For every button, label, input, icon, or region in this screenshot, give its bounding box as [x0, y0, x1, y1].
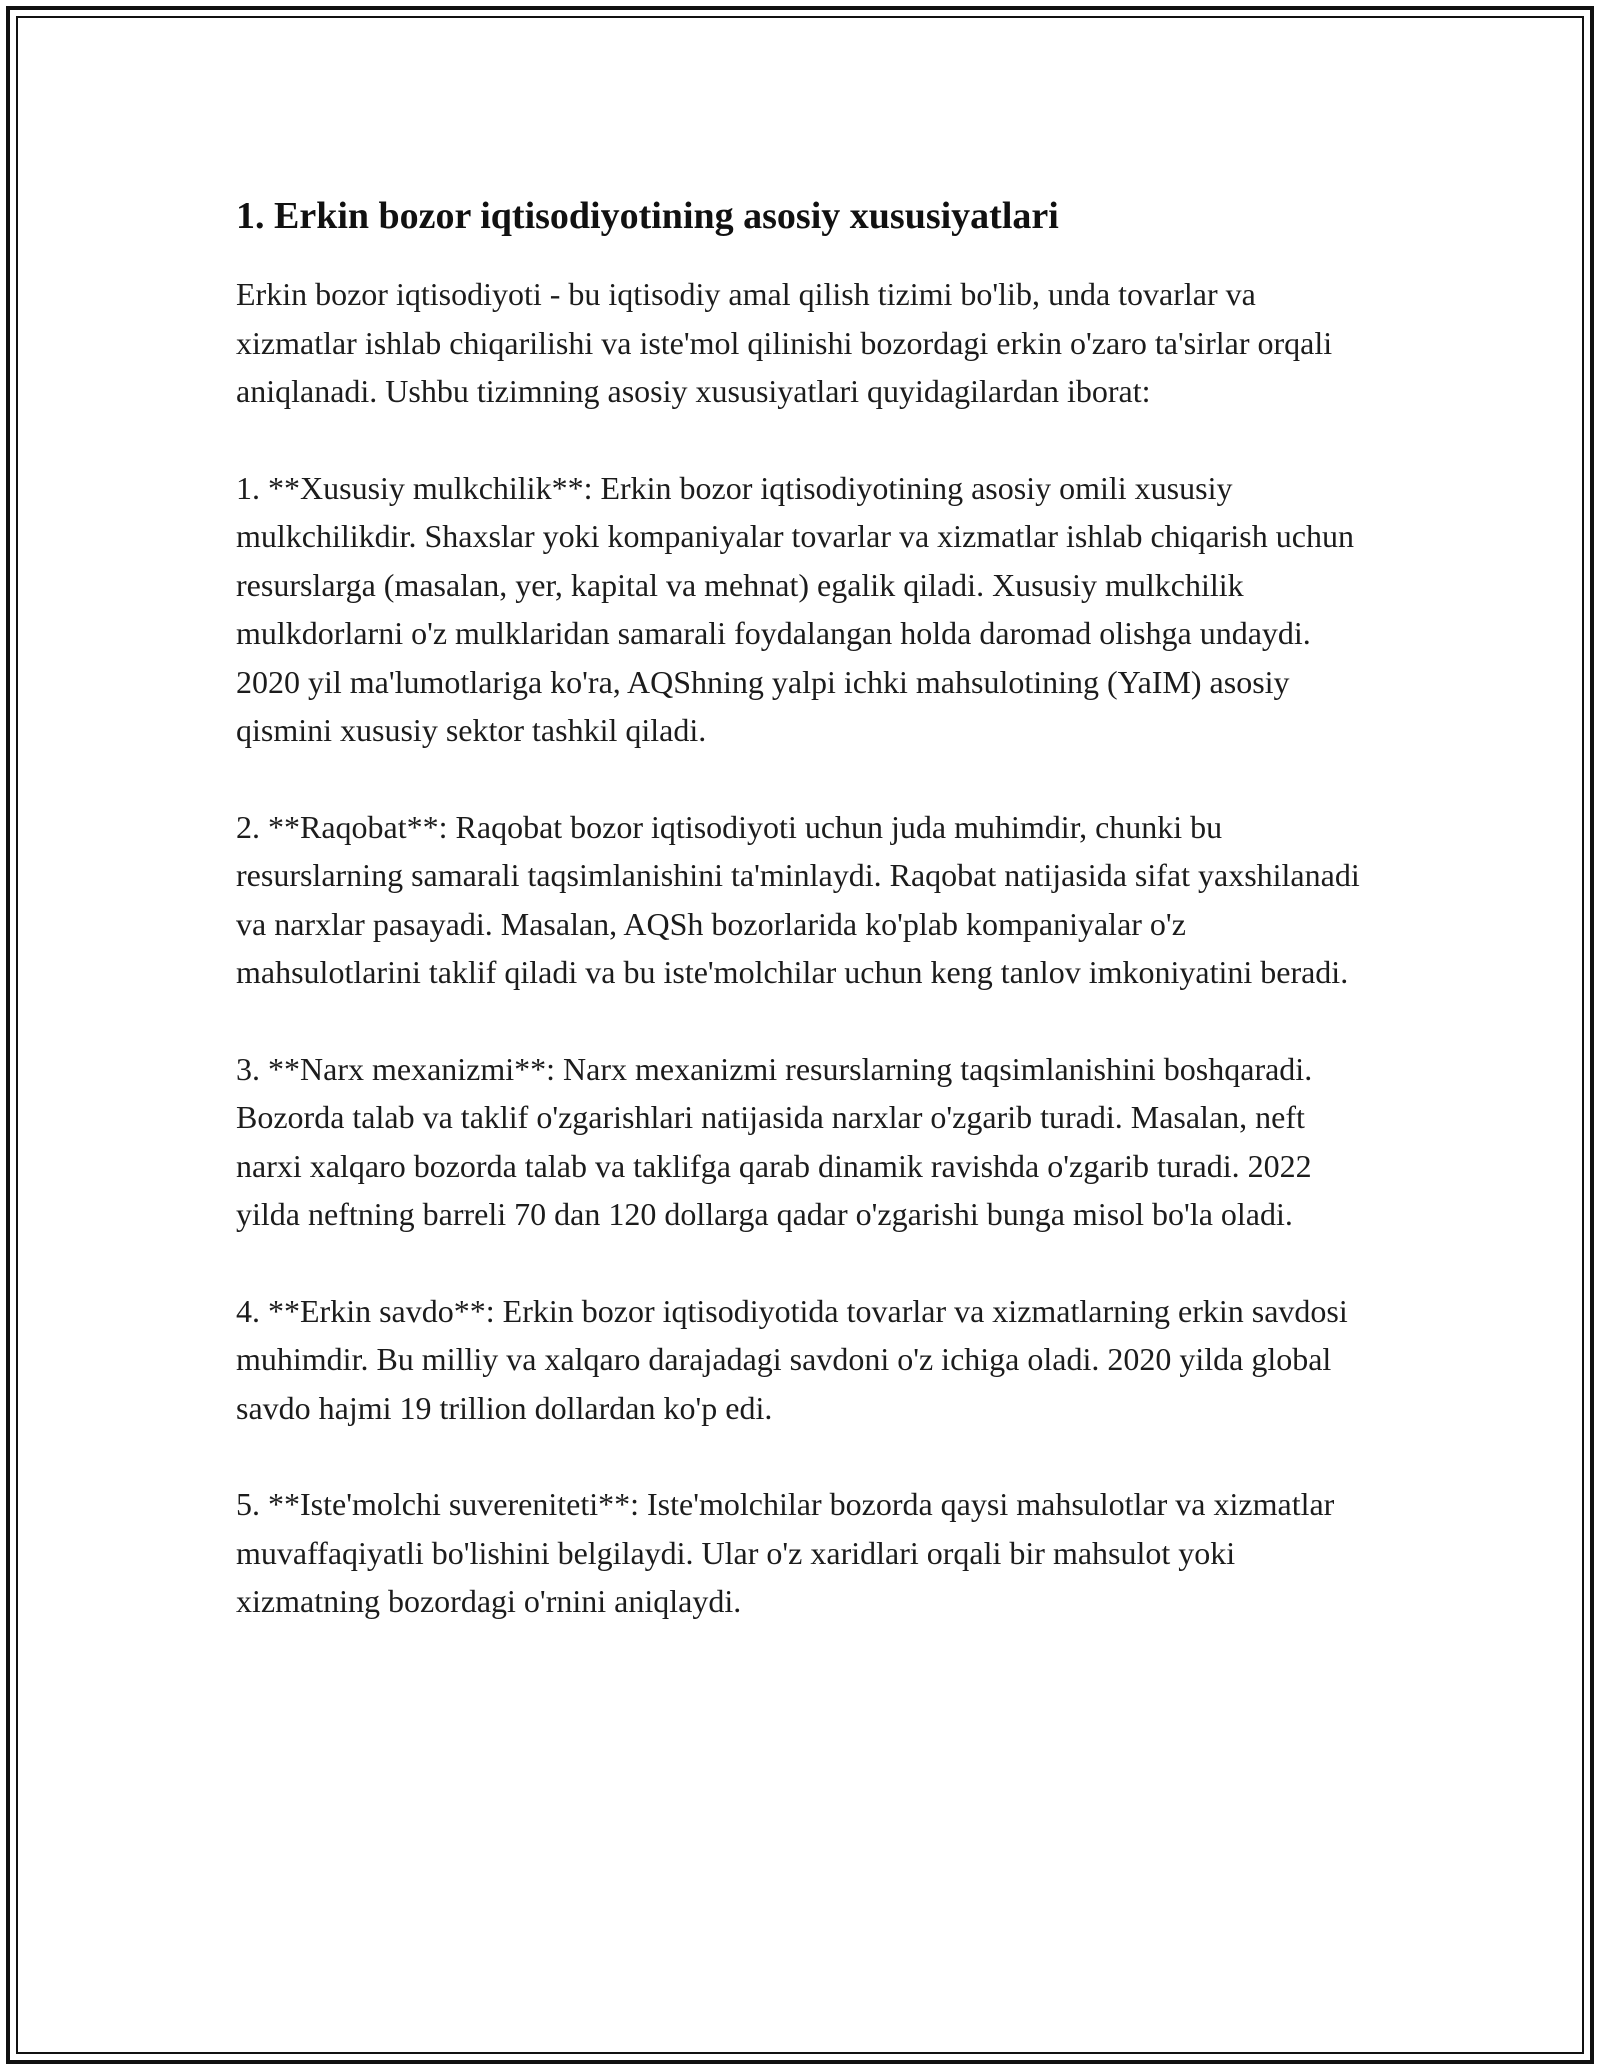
document-body: [236, 188, 1376, 1674]
paragraph-private-property: 1. **Xususiy mulkchilik**: Erkin bozor iqtisodiyotining asosiy omili xususiy mulkchilikdir. Shaxslar yoki kompaniyalar tovarlar va xizmatlar ishlab chiqarish uchun resurslarga (masalan, yer, kapital va mehnat) egalik qiladi. Xususiy mulkchilik mulkdorlarni o'z mulklaridan samarali foydalangan holda daromad olishga undaydi. 2020 yil ma'lumotlariga ko'ra, AQShning yalpi ichki mahsulotining (YaIM) asosiy qismini xususiy sektor tashkil qiladi.: [236, 469, 1354, 748]
paragraph-price-mechanism: 3. **Narx mexanizmi**: Narx mexanizmi resurslarning taqsimlanishini boshqaradi. Bozorda talab va taklif o'zgarishlari natijasida narxlar o'zgarib turadi. Masalan, neft narxi xalqaro bozorda talab va taklifga qarab dinamik ravishda o'zgarib turadi. 2022 yilda neftning barreli 70 dan 120 dollarga qadar o'zgarishi bunga misol bo'la oladi.: [236, 1050, 1313, 1232]
intro-paragraph: Erkin bozor iqtisodiyoti - bu iqtisodiy amal qilish tizimi bo'lib, unda tovarlar va xizmatlar ishlab chiqarilishi va iste'mol qilinishi bozordagi erkin o'zaro ta'sirlar orqali aniqlanadi. Ushbu tizimning asosiy xususiyatlari quyidagilardan iborat:: [236, 276, 1333, 409]
paragraph-competition: 2. **Raqobat**: Raqobat bozor iqtisodiyoti uchun juda muhimdir, chunki bu resurslarning samarali taqsimlanishini ta'minlaydi. Raqobat natijasida sifat yaxshilanadi va narxlar pasayadi. Masalan, AQSh bozorlarida ko'plab kompaniyalar o'z mahsulotlarini taklif qiladi va bu iste'molchilar uchun keng tanlov imkoniyatini beradi.: [236, 808, 1360, 990]
section-heading: 1. Erkin bozor iqtisodiyotining asosiy xususiyatlari: [236, 195, 1059, 237]
paragraph-free-trade: 4. **Erkin savdo**: Erkin bozor iqtisodiyotida tovarlar va xizmatlarning erkin savdosi muhimdir. Bu milliy va xalqaro darajadagi savdoni o'z ichiga oladi. 2020 yilda global savdo hajmi 19 trillion dollardan ko'p edi.: [236, 1292, 1348, 1426]
paragraph-consumer-sovereignty: 5. **Iste'molchi suvereniteti**: Iste'molchilar bozorda qaysi mahsulotlar va xizmatlar muvaffaqiyatli bo'lishini belgilaydi. Ular o'z xaridlari orqali bir mahsulot yoki xizmatning bozordagi o'rnini aniqlaydi.: [236, 1486, 1335, 1619]
